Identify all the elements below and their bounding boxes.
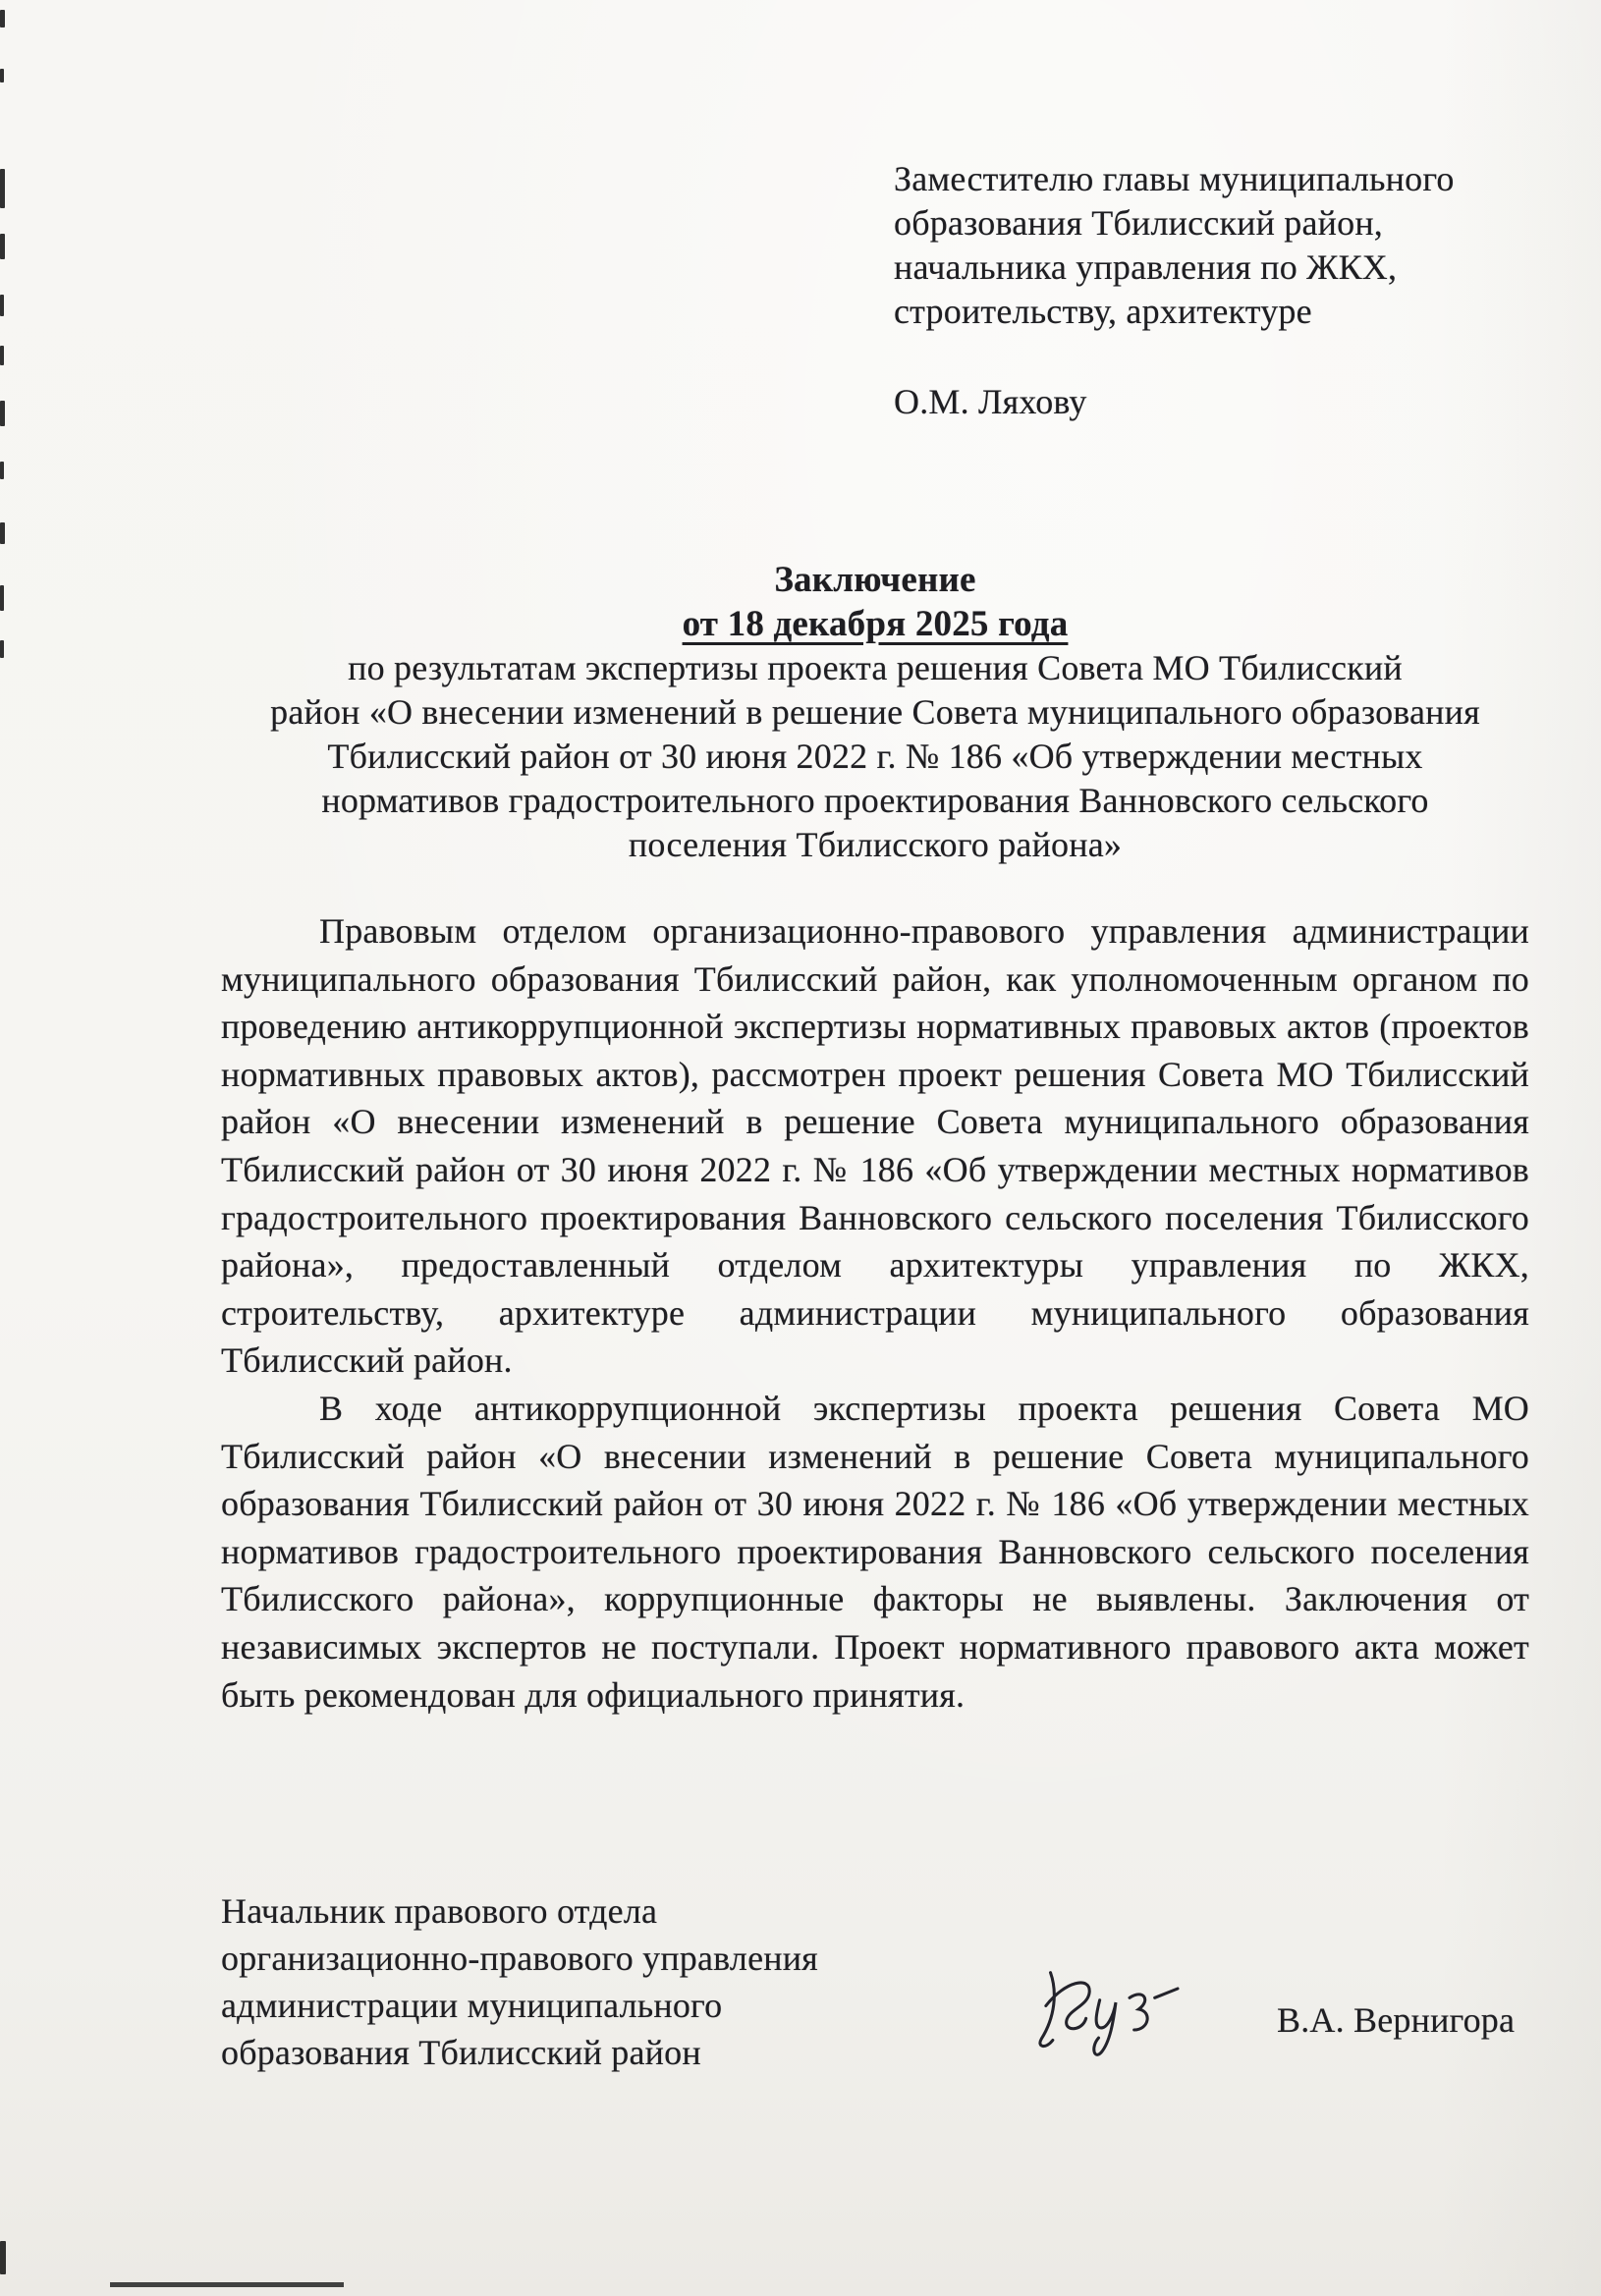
scan-artifact (0, 585, 4, 611)
document-date: от 18 декабря 2025 года (682, 604, 1069, 644)
signee-name: В.А. Вернигора (1277, 2000, 1516, 2040)
scan-artifact (110, 2282, 344, 2287)
addressee-line: образования Тбилисский район, (894, 203, 1383, 243)
document-body (221, 907, 1529, 1719)
signature-position-line: организационно-правового управления (221, 1939, 818, 1978)
handwritten-signature (1033, 1966, 1205, 2059)
addressee-block (894, 157, 1455, 424)
scan-artifact (0, 522, 5, 544)
scan-artifact (0, 234, 5, 259)
scan-artifact (0, 346, 4, 365)
subject-line: нормативов градостроительного проектирования Ванновского сельского (321, 781, 1429, 820)
subject-line: по результатам экспертизы проекта решения Совета МО Тбилисский (348, 648, 1403, 687)
signature-position-line: Начальник правового отдела (221, 1891, 658, 1931)
title-block (221, 558, 1529, 867)
document-title: Заключение (774, 560, 976, 600)
scan-artifact (0, 2241, 6, 2274)
signature-position-line: образования Тбилисский район (221, 2033, 701, 2072)
body-paragraph-2: В ходе антикоррупционной экспертизы проекта решения Совета МО Тбилисский район «О внесении изменений в решение Совета муниципального образования Тбилисский район от 30 июня 2022 г. № 186 «Об утверждении местных нормативов градостроительного проектирования Ванновского сельского поселения Тбилисского района», коррупционные факторы не выявлены. Заключения от независимых экспертов не поступали. Проект нормативного правового акта может быть рекомендован для официального принятия. (221, 1388, 1529, 1715)
scan-artifact (0, 169, 5, 208)
signature-position-block (221, 1887, 818, 2076)
scan-artifact (0, 295, 4, 316)
subject-line: Тбилисский район от 30 июня 2022 г. № 186 «Об утверждении местных (327, 737, 1423, 776)
scan-artifact (0, 69, 4, 82)
scan-artifact (0, 640, 4, 658)
subject-line: поселения Тбилисского района» (628, 825, 1123, 864)
scan-artifact (0, 10, 5, 27)
subject-line: район «О внесении изменений в решение Совета муниципального образования (270, 692, 1480, 732)
signature-position-line: администрации муниципального (221, 1986, 723, 2025)
body-paragraph-1: Правовым отделом организационно-правового управления администрации муниципального образования Тбилисский район, как уполномоченным органом по проведению антикоррупционной экспертизы нормативных правовых актов (проектов нормативных правовых актов), рассмотрен проект решения Совета МО Тбилисский район «О внесении изменений в решение Совета муниципального образования Тбилисский район от 30 июня 2022 г. № 186 «Об утверждении местных нормативов градостроительного проектирования Ванновского сельского поселения Тбилисского района», предоставленный отделом архитектуры управления по ЖКХ, строительству, архитектуре администрации муниципального образования Тбилисский район. (221, 911, 1529, 1381)
addressee-line: строительству, архитектуре (894, 292, 1312, 331)
addressee-line: Заместителю главы муниципального (894, 159, 1455, 198)
addressee-name: О.М. Ляхову (894, 382, 1087, 421)
scan-artifact (0, 462, 4, 479)
addressee-line: начальника управления по ЖКХ, (894, 247, 1398, 287)
scan-artifact (0, 401, 5, 426)
